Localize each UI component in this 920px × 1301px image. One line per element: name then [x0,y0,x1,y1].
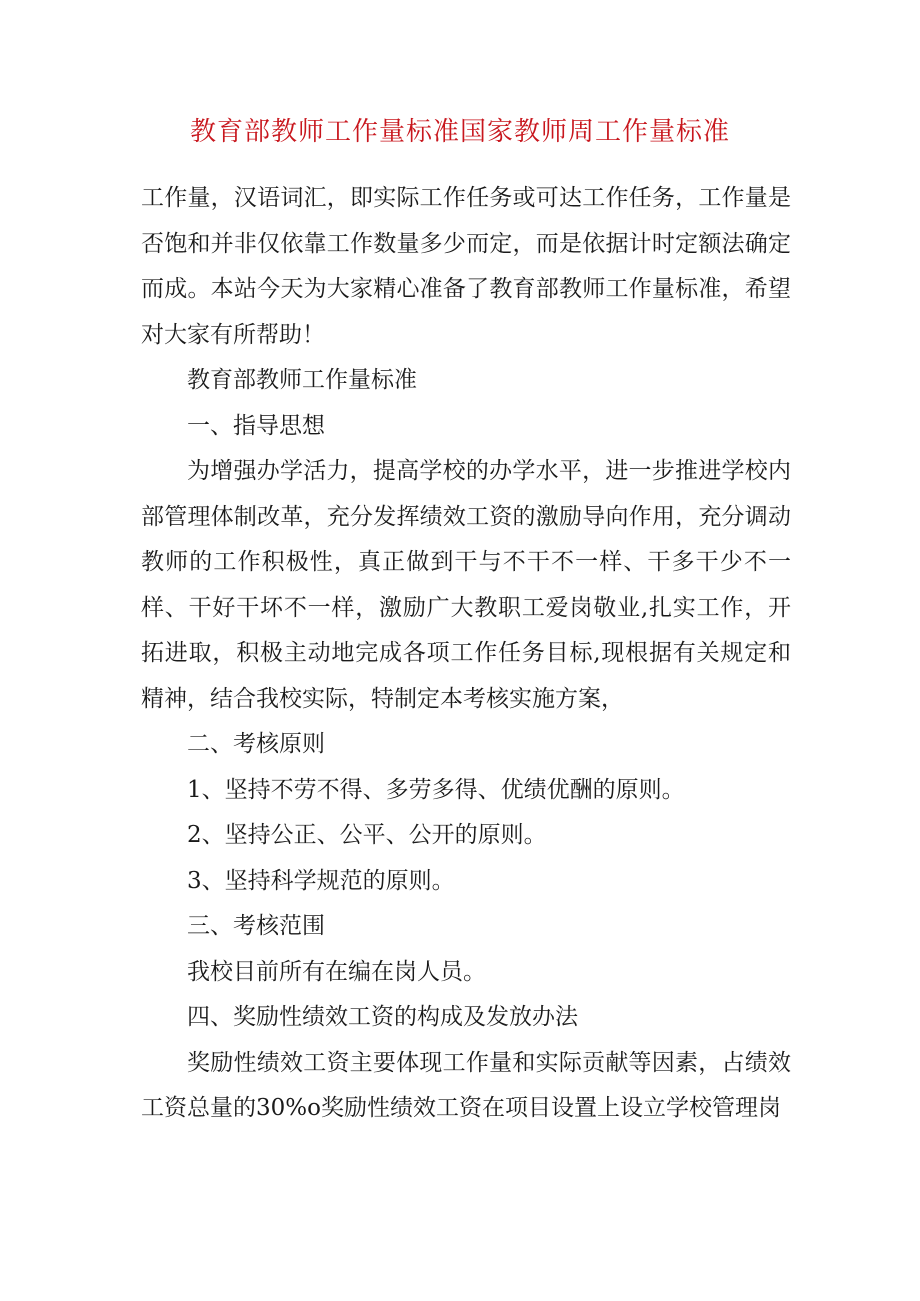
principle-item-2: 2、坚持公正、公平、公开的原则。 [187,822,547,848]
section-heading-principles: 二、考核原则 [187,731,325,757]
section-heading-scope: 三、考核范围 [187,913,325,939]
document-title: 教育部教师工作量标准国家教师周工作量标准 [189,117,730,147]
principle-item-3: 3、坚持科学规范的原则。 [187,867,455,894]
principle-item-1: 1、坚持不劳不得、多劳多得、优绩优酬的原则。 [187,776,685,803]
section-heading-composition: 四、奖励性绩效工资的构成及发放办法 [187,1004,578,1030]
composition-paragraph: 奖励性绩效工资主要体现工作量和实际贡献等因素，占绩效工资总量的30%o奖励性绩效工资在项目设置上设立学校管理岗 [141,1049,791,1121]
guiding-ideology-paragraph: 为增强办学活力，提高学校的办学水平，进一步推进学校内部管理体制改革，充分发挥绩效工资的激励导向作用，充分调动教师的工作积极性，真正做到干与不干不一样、干多干少不一样、干好干坏不一样，激励广大教职工爱岗敬业,扎实工作，开拓进取，积极主动地完成各项工作任务目标,现根据有关规定和精神，结合我校实际，特制定本考核实施方案， [141,458,791,712]
scope-paragraph: 我校目前所有在编在岗人员。 [187,958,486,985]
document-body [141,176,791,1132]
section-heading-guiding-ideology: 一、指导思想 [187,412,325,439]
intro-paragraph: 工作量，汉语词汇，即实际工作任务或可达工作任务，工作量是否饱和并非仅依靠工作数量多少而定，而是依据计时定额法确定而成。本站今天为大家精心准备了教育部教师工作量标准，希望对大家有所帮助！ [141,185,791,348]
section-heading-standard: 教育部教师工作量标准 [187,367,417,393]
